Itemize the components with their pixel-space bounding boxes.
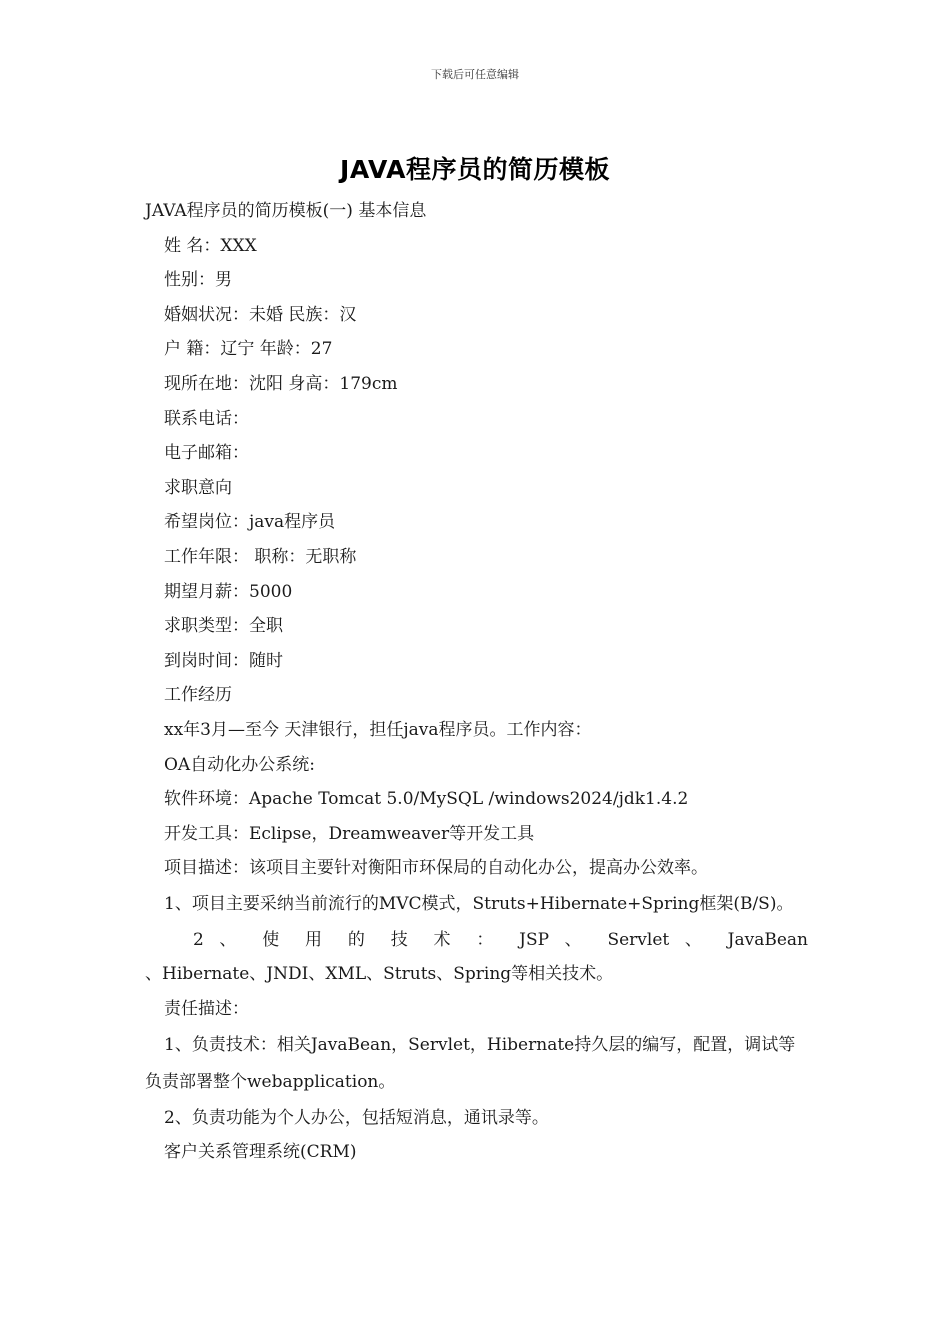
text-line: 期望月薪：5000 — [164, 581, 293, 602]
document-body — [145, 194, 808, 1170]
text-line: 户 籍：辽宁 年龄：27 — [164, 339, 333, 360]
text-line: OA自动化办公系统: — [164, 754, 315, 775]
text-line: 开发工具：Eclipse，Dreamweaver等开发工具 — [164, 823, 535, 844]
text-line: 姓 名：XXX — [164, 235, 257, 256]
crm-heading: 客户关系管理系统(CRM) — [164, 1142, 357, 1163]
text-line: 软件环境：Apache Tomcat 5.0/MySQL /windows2024/jdk1.4.2 — [164, 789, 689, 810]
text-line: 求职类型：全职 — [164, 616, 283, 637]
text-line: 婚姻状况：未婚 民族：汉 — [164, 304, 357, 325]
duty-label: 责任描述： — [164, 999, 249, 1020]
text-line: 项目描述：该项目主要针对衡阳市环保局的自动化办公，提高办公效率。 — [164, 858, 708, 879]
text-line: 电子邮箱： — [164, 443, 249, 464]
duty-item-1: 1、负责技术：相关JavaBean，Servlet，Hibernate持久层的编写，配置，调试等负责部署整个webapplication。 — [145, 1034, 796, 1092]
text-line: 性别：男 — [164, 270, 232, 291]
duty-item-2: 2、负责功能为个人办公，包括短消息，通讯录等。 — [164, 1107, 549, 1128]
text-line: 到岗时间：随时 — [164, 650, 283, 671]
text-line: JAVA程序员的简历模板(一) 基本信息 — [145, 201, 427, 221]
section-heading: 求职意向 — [164, 477, 232, 498]
header-note: 下载后可任意编辑 — [431, 68, 519, 81]
tech-line-1: 2 、 使 用 的 技 术 ： JSP 、 Servlet 、 JavaBean — [193, 929, 808, 950]
document-title: JAVA程序员的简历模板 — [340, 155, 610, 184]
text-line: 工作年限： 职称：无职称 — [164, 546, 357, 567]
text-line: 希望岗位：java程序员 — [164, 512, 336, 533]
tech-line-2: 、Hibernate、JNDI、XML、Struts、Spring等相关技术。 — [145, 964, 614, 985]
text-line: 联系电话： — [164, 408, 249, 429]
section-heading: 工作经历 — [164, 685, 232, 706]
text-line: xx年3月—至今 天津银行，担任java程序员。工作内容： — [164, 719, 592, 740]
text-line: 现所在地：沈阳 身高：179cm — [164, 373, 398, 394]
paragraph-mvc: 1、项目主要采纳当前流行的MVC模式，Struts+Hibernate+Spring框架(B/S)。 — [164, 893, 794, 914]
